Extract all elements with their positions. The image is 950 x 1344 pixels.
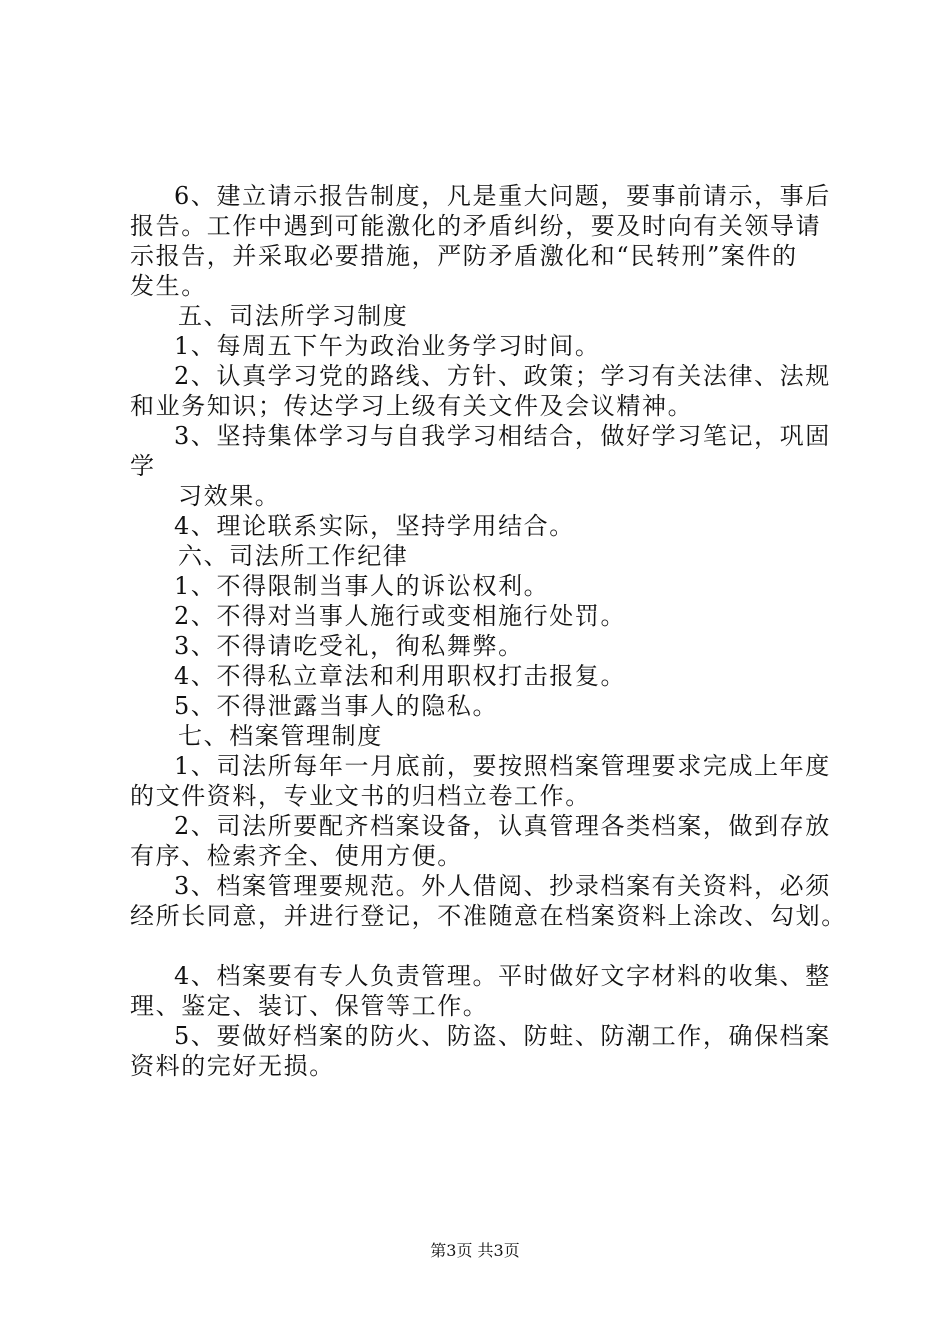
text-line: 有序、检索齐全、使用方便。 xyxy=(130,842,463,870)
text-line: 2、不得对当事人施行或变相施行处罚。 xyxy=(174,602,627,630)
text-line: 5、不得泄露当事人的隐私。 xyxy=(174,692,499,720)
text-line: 4、档案要有专人负责管理。平时做好文字材料的收集、整 xyxy=(174,962,831,990)
text-line: 4、理论联系实际，坚持学用结合。 xyxy=(174,512,575,540)
text-line: 6、建立请示报告制度，凡是重大问题，要事前请示，事后 xyxy=(174,182,831,210)
text-line: 示报告，并采取必要措施，严防矛盾激化和“民转刑”案件的 xyxy=(130,242,798,270)
text-line: 3、不得请吃受礼，徇私舞弊。 xyxy=(174,632,524,660)
text-line: 4、不得私立章法和利用职权打击报复。 xyxy=(174,662,627,690)
text-line: 经所长同意，并进行登记，不准随意在档案资料上涂改、勾划。 xyxy=(130,902,847,930)
text-line: 发生。 xyxy=(130,272,207,300)
text-line: 理、鉴定、装订、保管等工作。 xyxy=(130,992,489,1020)
text-line: 3、档案管理要规范。外人借阅、抄录档案有关资料，必须 xyxy=(174,872,831,900)
text-line: 3、坚持集体学习与自我学习相结合，做好学习笔记，巩固 xyxy=(174,422,831,450)
text-line: 1、司法所每年一月底前，要按照档案管理要求完成上年度 xyxy=(174,752,831,780)
text-line: 2、认真学习党的路线、方针、政策；学习有关法律、法规 xyxy=(174,362,831,390)
text-line: 1、不得限制当事人的诉讼权利。 xyxy=(174,572,550,600)
text-line: 1、每周五下午为政治业务学习时间。 xyxy=(174,332,601,360)
text-line: 和业务知识；传达学习上级有关文件及会议精神。 xyxy=(130,392,694,420)
text-line: 学 xyxy=(130,452,156,480)
text-line: 2、司法所要配齐档案设备，认真管理各类档案，做到存放 xyxy=(174,812,831,840)
section-heading: 五、司法所学习制度 xyxy=(178,302,409,330)
text-line: 资料的完好无损。 xyxy=(130,1052,335,1080)
text-line: 5、要做好档案的防火、防盗、防蛀、防潮工作，确保档案 xyxy=(174,1022,831,1050)
page-number-footer: 第3页 共3页 xyxy=(430,1241,520,1260)
section-heading: 七、档案管理制度 xyxy=(178,722,383,750)
section-heading: 六、司法所工作纪律 xyxy=(178,542,409,570)
text-line: 习效果。 xyxy=(178,482,281,510)
text-line: 的文件资料，专业文书的归档立卷工作。 xyxy=(130,782,591,810)
text-line: 报告。工作中遇到可能激化的矛盾纠纷，要及时向有关领导请 xyxy=(130,212,822,240)
